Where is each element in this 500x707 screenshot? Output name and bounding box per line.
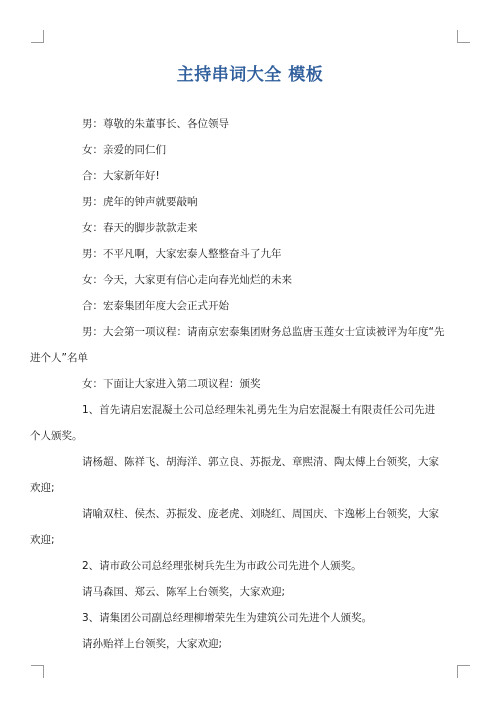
paragraph: 请孙贻祥上台领奖，大家欢迎; — [82, 638, 223, 650]
paragraph: 1、首先请启宏混凝土公司总经理朱礼勇先生为启宏混凝土有限责任公司先进个人颁奖。 — [30, 404, 436, 442]
paragraph: 请喻双柱、侯杰、苏振发、庞老虎、刘晓红、周国庆、卞逸彬上台领奖，大家欢迎; — [30, 508, 439, 546]
paragraph: 请马森国、郑云、陈军上台领奖，大家欢迎; — [82, 586, 286, 598]
document-title: 主持串词大全 模板 — [176, 65, 324, 85]
crop-mark-bottom-right — [457, 665, 470, 678]
paragraph: 女：今天，大家更有信心走向春光灿烂的未来 — [82, 274, 292, 286]
paragraph: 3、请集团公司副总经理柳增荣先生为建筑公司先进个人颁奖。 — [82, 612, 373, 624]
paragraph: 男：不平凡啊，大家宏泰人整整奋斗了九年 — [82, 248, 282, 260]
paragraph: 男：尊敬的朱董事长、各位领导 — [82, 118, 229, 130]
document-body — [30, 111, 445, 657]
paragraph: 请杨超、陈祥飞、胡海洋、郭立良、苏振龙、章熙清、陶太傅上台领奖，大家欢迎; — [30, 456, 439, 494]
paragraph: 2、请市政公司总经理张树兵先生为市政公司先进个人颁奖。 — [82, 560, 362, 572]
paragraph: 合：宏泰集团年度大会正式开始 — [82, 300, 229, 312]
paragraph: 女：春天的脚步款款走来 — [82, 222, 198, 234]
crop-mark-top-right — [457, 30, 470, 43]
paragraph: 男：虎年的钟声就要敲响 — [82, 196, 198, 208]
crop-mark-top-left — [31, 30, 44, 43]
paragraph: 女：亲爱的同仁们 — [82, 144, 166, 156]
paragraph: 合：大家新年好! — [82, 170, 160, 182]
paragraph: 男：大会第一项议程：请南京宏泰集团财务总监唐玉莲女士宣读被评为年度“先进个人”名单 — [30, 326, 445, 364]
paragraph: 女：下面让大家进入第二项议程：颁奖 — [82, 378, 261, 390]
crop-mark-bottom-left — [31, 665, 44, 678]
